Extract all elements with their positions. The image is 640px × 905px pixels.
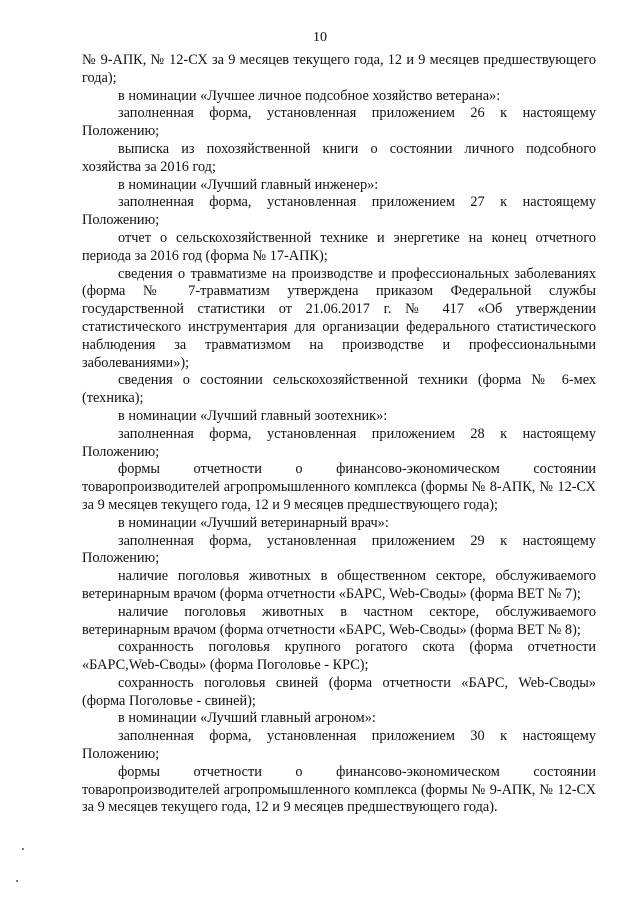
paragraph-2: в номинации «Лучшее личное подсобное хозяйство ветерана»:	[118, 87, 501, 104]
paragraph-19: в номинации «Лучший главный агроном»:	[118, 710, 376, 727]
scan-speck	[22, 848, 24, 850]
document-body	[82, 52, 596, 817]
paragraph-9: сведения о состоянии сельскохозяйственной техники (форма № 6-мех (техника);	[82, 372, 596, 407]
paragraph-18: сохранность поголовья свиней (форма отчетности «БАРС, Web-Своды» (форма Поголовье - свиней);	[82, 674, 596, 709]
paragraph-11: заполненная форма, установленная приложением 28 к настоящему Положению;	[82, 425, 596, 460]
paragraph-7: отчет о сельскохозяйственной технике и энергетике на конец отчетного периода за 2016 год (форма № 17-АПК);	[82, 229, 596, 264]
scan-speck	[16, 880, 18, 882]
paragraph-15: наличие поголовья животных в общественном секторе, обслуживаемого ветеринарным врачом (форма отчетности «БАРС, Web-Своды» (форма ВЕТ № 7);	[82, 568, 596, 602]
paragraph-4: выписка из похозяйственной книги о состоянии личного подсобного хозяйства за 2016 год;	[82, 140, 596, 175]
paragraph-20: заполненная форма, установленная приложением 30 к настоящему Положению;	[82, 728, 596, 763]
paragraph-6: заполненная форма, установленная приложением 27 к настоящему Положению;	[82, 194, 596, 229]
paragraph-21: формы отчетности о финансово-экономическом состоянии товаропроизводителей агропромышленного комплекса (формы № 9-АПК, № 12-СХ за 9 месяцев текущего года, 12 и 9 месяцев предшествующего года).	[82, 763, 596, 816]
paragraph-17: сохранность поголовья крупного рогатого скота (форма отчетности «БАРС,Web-Своды» (форма Поголовье - КРС);	[82, 639, 596, 674]
paragraph-12: формы отчетности о финансово-экономическом состоянии товаропроизводителей агропромышленного комплекса (формы № 8-АПК, № 12-СХ за 9 месяцев текущего года, 12 и 9 месяцев предшествующего года);	[82, 461, 596, 513]
paragraph-5: в номинации «Лучший главный инженер»:	[118, 176, 379, 193]
paragraph-13: в номинации «Лучший ветеринарный врач»:	[118, 514, 389, 531]
paragraph-10: в номинации «Лучший главный зоотехник»:	[118, 407, 388, 424]
page-number: 10	[313, 30, 327, 45]
paragraph-1: № 9-АПК, № 12-СХ за 9 месяцев текущего года, 12 и 9 месяцев предшествующего года);	[82, 52, 596, 86]
paragraph-8: сведения о травматизме на производстве и профессиональных заболеваниях (форма № 7-травматизм утверждена приказом Федеральной службы государственной статистики от 21.06.2017 г. № 417 «Об утверждении статистического инструментария для организации федерального статистического наблюдения за травматизмом на производстве и профессиональными заболеваниями»);	[82, 265, 596, 371]
paragraph-3: заполненная форма, установленная приложением 26 к настоящему Положению;	[82, 105, 596, 140]
paragraph-16: наличие поголовья животных в частном секторе, обслуживаемого ветеринарным врачом (форма отчетности «БАРС, Web-Своды» (форма ВЕТ № 8);	[82, 603, 596, 638]
paragraph-14: заполненная форма, установленная приложением 29 к настоящему Положению;	[82, 532, 596, 567]
